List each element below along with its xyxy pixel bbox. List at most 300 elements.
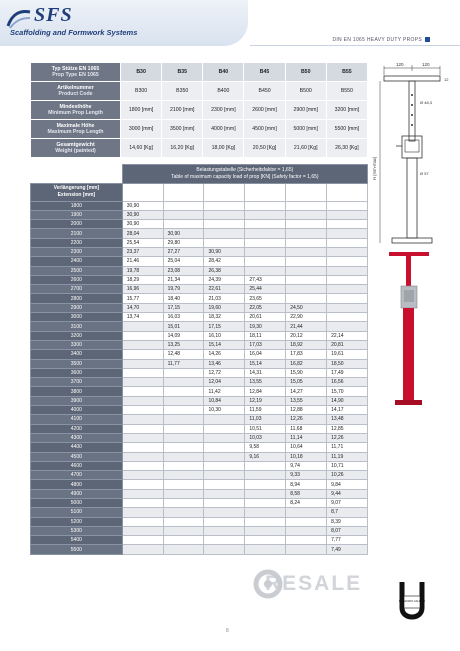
spec-cell: B300 xyxy=(121,82,162,101)
load-table-row xyxy=(31,201,368,210)
load-table-row xyxy=(31,238,368,247)
load-value: 11,42 xyxy=(204,387,245,396)
photo-outer-tube xyxy=(403,308,414,402)
load-value: 11,14 xyxy=(286,433,327,442)
load-value: 11,59 xyxy=(245,406,286,415)
spec-cell: B500 xyxy=(285,82,326,101)
load-value xyxy=(122,350,163,359)
load-value xyxy=(327,285,368,294)
spec-cell: 2300 [mm] xyxy=(203,101,244,120)
load-value: 9,58 xyxy=(245,443,286,452)
load-table-row xyxy=(31,340,368,349)
prop-technical-drawing xyxy=(372,60,460,260)
load-value xyxy=(204,210,245,219)
load-table-row xyxy=(31,266,368,275)
extension-value: 2800 xyxy=(31,294,123,303)
load-value: 13,55 xyxy=(286,396,327,405)
quality-badge-icon xyxy=(398,578,426,628)
load-value xyxy=(286,536,327,545)
load-value: 10,71 xyxy=(327,461,368,470)
photo-collar-nut xyxy=(404,290,414,302)
load-value xyxy=(245,536,286,545)
load-value xyxy=(286,210,327,219)
load-value: 12,26 xyxy=(327,433,368,442)
load-value: 25,04 xyxy=(163,257,204,266)
page-header xyxy=(0,0,460,52)
load-value xyxy=(245,480,286,489)
header-divider xyxy=(250,45,460,46)
load-value: 15,01 xyxy=(163,322,204,331)
load-value: 14,17 xyxy=(327,406,368,415)
load-value xyxy=(245,220,286,229)
load-value xyxy=(286,294,327,303)
load-value xyxy=(163,443,204,452)
load-value xyxy=(163,508,204,517)
load-value: 12,72 xyxy=(204,368,245,377)
load-value xyxy=(122,526,163,535)
load-value: 10,84 xyxy=(204,396,245,405)
load-value xyxy=(327,322,368,331)
load-value: 8,39 xyxy=(327,517,368,526)
load-value xyxy=(163,536,204,545)
load-value xyxy=(204,201,245,210)
load-value xyxy=(163,480,204,489)
load-value: 22,61 xyxy=(204,285,245,294)
load-value: 11,03 xyxy=(245,415,286,424)
spec-row-label xyxy=(31,101,121,120)
load-table-row xyxy=(31,378,368,387)
load-table-row xyxy=(31,415,368,424)
load-value: 10,64 xyxy=(286,443,327,452)
spec-row xyxy=(31,120,368,139)
load-value xyxy=(286,220,327,229)
load-value: 18,29 xyxy=(122,275,163,284)
base-plate xyxy=(392,238,432,243)
load-value: 10,26 xyxy=(327,471,368,480)
load-value xyxy=(245,508,286,517)
extension-value: 4600 xyxy=(31,461,123,470)
spec-label-en: Weight (painted) xyxy=(55,148,96,154)
extension-value: 4500 xyxy=(31,452,123,461)
load-table-row xyxy=(31,545,368,554)
load-value: 24,39 xyxy=(204,275,245,284)
load-table-row xyxy=(31,443,368,452)
extension-value: 4300 xyxy=(31,433,123,442)
spec-cell: B400 xyxy=(203,82,244,101)
load-value: 16,04 xyxy=(245,350,286,359)
spec-cell: 1800 [mm] xyxy=(121,101,162,120)
load-value: 17,15 xyxy=(204,322,245,331)
load-value xyxy=(163,396,204,405)
load-table-row xyxy=(31,313,368,322)
load-value: 22,05 xyxy=(245,303,286,312)
load-value xyxy=(163,424,204,433)
load-value: 19,79 xyxy=(163,285,204,294)
load-value xyxy=(245,517,286,526)
spec-cell: B45 xyxy=(244,63,285,82)
load-value xyxy=(327,303,368,312)
load-value xyxy=(204,489,245,498)
load-value: 21,44 xyxy=(286,322,327,331)
load-value xyxy=(286,266,327,275)
load-value: 13,46 xyxy=(204,359,245,368)
extension-value: 3100 xyxy=(31,322,123,331)
dim-top-left: 120 xyxy=(396,62,404,67)
extension-value: 2700 xyxy=(31,285,123,294)
spec-cell: 20,50 [Kg] xyxy=(244,139,285,158)
load-value: 19,78 xyxy=(122,266,163,275)
load-value xyxy=(245,471,286,480)
load-value: 18,92 xyxy=(286,340,327,349)
load-value xyxy=(245,201,286,210)
load-value xyxy=(327,257,368,266)
load-value xyxy=(286,285,327,294)
load-value: 11,19 xyxy=(327,452,368,461)
extension-value: 4800 xyxy=(31,480,123,489)
load-value: 28,04 xyxy=(122,229,163,238)
load-value: 17,03 xyxy=(245,340,286,349)
load-value xyxy=(122,387,163,396)
load-value xyxy=(286,201,327,210)
dim-plate: 12 xyxy=(444,77,449,82)
spec-cell: 18,00 [Kg] xyxy=(203,139,244,158)
load-value xyxy=(327,238,368,247)
spec-cell: 16,20 [Kg] xyxy=(162,139,203,158)
load-value: 13,74 xyxy=(122,313,163,322)
load-table-row xyxy=(31,461,368,470)
spec-row-label xyxy=(31,139,121,158)
load-value: 12,88 xyxy=(286,406,327,415)
load-value xyxy=(163,406,204,415)
load-value: 25,54 xyxy=(122,238,163,247)
extension-value: 1800 xyxy=(31,201,123,210)
spec-cell: 14,60 [Kg] xyxy=(121,139,162,158)
load-value xyxy=(163,452,204,461)
load-table-row xyxy=(31,526,368,535)
load-value: 7,77 xyxy=(327,536,368,545)
load-table-row xyxy=(31,247,368,256)
load-value: 7,49 xyxy=(327,545,368,554)
extension-header-de: Verlängerung [mm] xyxy=(53,185,100,192)
spec-row-label xyxy=(31,82,121,101)
page-number: 8 xyxy=(226,628,229,634)
load-value xyxy=(204,517,245,526)
load-value xyxy=(204,452,245,461)
extension-value: 5500 xyxy=(31,545,123,554)
load-table-row xyxy=(31,406,368,415)
extension-value: 5000 xyxy=(31,499,123,508)
load-value: 9,84 xyxy=(327,480,368,489)
load-value xyxy=(245,526,286,535)
load-value xyxy=(204,508,245,517)
watermark-text: RESALE xyxy=(265,572,363,595)
load-value xyxy=(245,545,286,554)
load-value xyxy=(245,229,286,238)
spec-label-de: Maximale Höhe xyxy=(56,122,95,129)
load-value: 16,82 xyxy=(286,359,327,368)
load-value: 18,11 xyxy=(245,331,286,340)
load-value xyxy=(122,340,163,349)
document-tag-square-icon xyxy=(425,37,430,42)
load-value: 15,14 xyxy=(204,340,245,349)
load-value: 23,65 xyxy=(245,294,286,303)
document-tag: DIN EN 1065 HEAVY DUTY PROPS xyxy=(332,37,422,43)
load-value xyxy=(245,266,286,275)
load-table-row xyxy=(31,489,368,498)
spec-row xyxy=(31,63,368,82)
load-value: 10,18 xyxy=(286,452,327,461)
load-value xyxy=(245,257,286,266)
load-table-row xyxy=(31,359,368,368)
load-value: 13,48 xyxy=(327,415,368,424)
load-value xyxy=(204,220,245,229)
load-value xyxy=(122,452,163,461)
load-value: 30,90 xyxy=(204,247,245,256)
load-value: 9,07 xyxy=(327,499,368,508)
extension-value: 3200 xyxy=(31,331,123,340)
spec-cell: 4500 [mm] xyxy=(244,120,285,139)
load-value: 12,19 xyxy=(245,396,286,405)
load-value: 19,30 xyxy=(245,322,286,331)
photo-top-plate xyxy=(389,252,429,256)
load-value xyxy=(204,499,245,508)
logo-text: SFS xyxy=(34,4,73,26)
extension-header-en: Extension [mm] xyxy=(57,192,96,198)
load-value: 8,07 xyxy=(327,526,368,535)
load-value xyxy=(122,396,163,405)
load-value: 10,51 xyxy=(245,424,286,433)
load-table-row xyxy=(31,210,368,219)
load-value: 18,50 xyxy=(327,359,368,368)
extension-value: 3500 xyxy=(31,359,123,368)
load-value: 14,26 xyxy=(204,350,245,359)
inner-tube xyxy=(409,81,415,141)
load-table-caption-row xyxy=(31,165,368,184)
load-table-row xyxy=(31,396,368,405)
top-head-plate xyxy=(384,65,440,81)
extension-value: 4700 xyxy=(31,471,123,480)
load-value xyxy=(327,275,368,284)
load-value xyxy=(327,247,368,256)
spec-cell: B55 xyxy=(326,63,367,82)
load-value xyxy=(122,545,163,554)
dim-tube-inner: Ø 48,3 xyxy=(420,100,433,105)
load-value: 15,77 xyxy=(122,294,163,303)
load-value: 8,24 xyxy=(286,499,327,508)
load-value xyxy=(286,247,327,256)
load-value: 20,81 xyxy=(327,340,368,349)
load-value xyxy=(122,508,163,517)
spec-cell: B350 xyxy=(162,82,203,101)
load-value xyxy=(286,275,327,284)
load-table-row xyxy=(31,499,368,508)
extension-value: 2300 xyxy=(31,247,123,256)
load-value: 8,94 xyxy=(286,480,327,489)
load-value: 8,7 xyxy=(327,508,368,517)
load-value: 24,50 xyxy=(286,303,327,312)
load-value xyxy=(204,424,245,433)
load-value: 9,44 xyxy=(327,489,368,498)
extension-value: 4200 xyxy=(31,424,123,433)
load-value xyxy=(122,322,163,331)
load-value: 11,77 xyxy=(163,359,204,368)
spec-cell: B450 xyxy=(244,82,285,101)
load-value xyxy=(204,443,245,452)
load-value: 23,37 xyxy=(122,247,163,256)
load-value xyxy=(204,433,245,442)
load-table-row xyxy=(31,275,368,284)
spec-table xyxy=(30,62,368,158)
extension-value: 3700 xyxy=(31,378,123,387)
load-table-row xyxy=(31,433,368,442)
prop-product-photo xyxy=(385,250,435,415)
load-value: 25,44 xyxy=(245,285,286,294)
load-value xyxy=(163,499,204,508)
load-table-row xyxy=(31,229,368,238)
load-value xyxy=(122,480,163,489)
spec-row xyxy=(31,139,368,158)
extension-value: 3800 xyxy=(31,387,123,396)
load-value: 21,46 xyxy=(122,257,163,266)
load-value xyxy=(122,406,163,415)
load-value xyxy=(204,229,245,238)
spec-cell: 3200 [mm] xyxy=(326,101,367,120)
load-value: 18,40 xyxy=(163,294,204,303)
load-value xyxy=(122,378,163,387)
spec-cell: B50 xyxy=(285,63,326,82)
extension-value: 2000 xyxy=(31,220,123,229)
spec-cell: B35 xyxy=(162,63,203,82)
load-value xyxy=(286,517,327,526)
load-table-row xyxy=(31,331,368,340)
load-value xyxy=(163,471,204,480)
load-value: 21,03 xyxy=(204,294,245,303)
extension-value: 2500 xyxy=(31,266,123,275)
load-value xyxy=(163,545,204,554)
load-value: 10,03 xyxy=(245,433,286,442)
load-value: 30,90 xyxy=(163,229,204,238)
load-value: 16,96 xyxy=(122,285,163,294)
spec-label-en: Maximum Prop Length xyxy=(47,129,104,135)
load-value: 30,90 xyxy=(122,201,163,210)
load-value xyxy=(122,433,163,442)
load-value: 12,84 xyxy=(245,387,286,396)
load-value: 14,09 xyxy=(163,331,204,340)
extension-value: 3000 xyxy=(31,313,123,322)
spec-label-en: Minimum Prop Length xyxy=(48,110,103,116)
extension-value: 4100 xyxy=(31,415,123,424)
load-table-row xyxy=(31,480,368,489)
spec-cell: 5500 [mm] xyxy=(326,120,367,139)
extension-value: 2900 xyxy=(31,303,123,312)
load-value: 11,71 xyxy=(327,443,368,452)
load-value: 12,26 xyxy=(286,415,327,424)
load-value: 30,90 xyxy=(122,220,163,229)
load-value xyxy=(245,247,286,256)
extension-value: 5100 xyxy=(31,508,123,517)
load-table-row xyxy=(31,424,368,433)
spec-cell: 2600 [mm] xyxy=(244,101,285,120)
load-value xyxy=(122,415,163,424)
load-value xyxy=(327,294,368,303)
load-value: 17,15 xyxy=(163,303,204,312)
load-value: 13,55 xyxy=(245,378,286,387)
extension-value: 3900 xyxy=(31,396,123,405)
load-value xyxy=(245,489,286,498)
extension-value: 2400 xyxy=(31,257,123,266)
load-value: 14,27 xyxy=(286,387,327,396)
spec-label-de: Gesamtgewicht xyxy=(56,141,95,148)
load-value xyxy=(122,489,163,498)
logo-icon xyxy=(6,8,32,30)
load-value xyxy=(286,229,327,238)
spec-row-label xyxy=(31,120,121,139)
load-value: 8,58 xyxy=(286,489,327,498)
load-value: 21,34 xyxy=(163,275,204,284)
extension-value: 4000 xyxy=(31,406,123,415)
load-value xyxy=(163,378,204,387)
badge-text: ENSAYADO CALIDAD xyxy=(399,600,425,603)
outer-tube xyxy=(407,158,417,238)
extension-value: 3300 xyxy=(31,340,123,349)
load-value xyxy=(163,526,204,535)
load-value xyxy=(122,331,163,340)
load-value xyxy=(163,201,204,210)
load-value: 15,05 xyxy=(286,378,327,387)
extension-value: 5400 xyxy=(31,536,123,545)
spec-cell: 2100 [mm] xyxy=(162,101,203,120)
logo-banner xyxy=(0,0,248,46)
load-table-row xyxy=(31,257,368,266)
spec-row xyxy=(31,82,368,101)
load-value xyxy=(286,238,327,247)
load-value: 9,74 xyxy=(286,461,327,470)
load-value xyxy=(204,526,245,535)
load-value: 16,56 xyxy=(327,378,368,387)
extension-value: 1900 xyxy=(31,210,123,219)
load-value: 13,25 xyxy=(163,340,204,349)
extension-value: 3400 xyxy=(31,350,123,359)
load-table-row xyxy=(31,508,368,517)
spec-cell: 5000 [mm] xyxy=(285,120,326,139)
load-table-row xyxy=(31,452,368,461)
load-value: 12,04 xyxy=(204,378,245,387)
spec-cell: 2900 [mm] xyxy=(285,101,326,120)
load-table-title-en: Table of maximum capacity load of prop [KN] (Safety factor = 1,65) xyxy=(171,173,319,180)
header-cell xyxy=(122,183,163,201)
spec-cell: 26,30 [Kg] xyxy=(326,139,367,158)
load-table-row xyxy=(31,220,368,229)
extension-value: 5200 xyxy=(31,517,123,526)
caption-spacer xyxy=(31,165,123,184)
load-value: 28,42 xyxy=(204,257,245,266)
load-value xyxy=(122,443,163,452)
spec-cell: B40 xyxy=(203,63,244,82)
header-cell xyxy=(286,183,327,201)
load-value xyxy=(122,471,163,480)
load-value: 22,90 xyxy=(286,313,327,322)
spec-label-de: Mindesthöhe xyxy=(59,103,92,110)
load-value: 15,70 xyxy=(327,387,368,396)
load-table-title xyxy=(122,165,367,184)
load-value: 15,14 xyxy=(245,359,286,368)
load-table-row xyxy=(31,387,368,396)
load-value: 11,68 xyxy=(286,424,327,433)
load-value xyxy=(204,536,245,545)
load-table-row xyxy=(31,368,368,377)
load-value: 14,90 xyxy=(327,396,368,405)
load-value: 20,61 xyxy=(245,313,286,322)
